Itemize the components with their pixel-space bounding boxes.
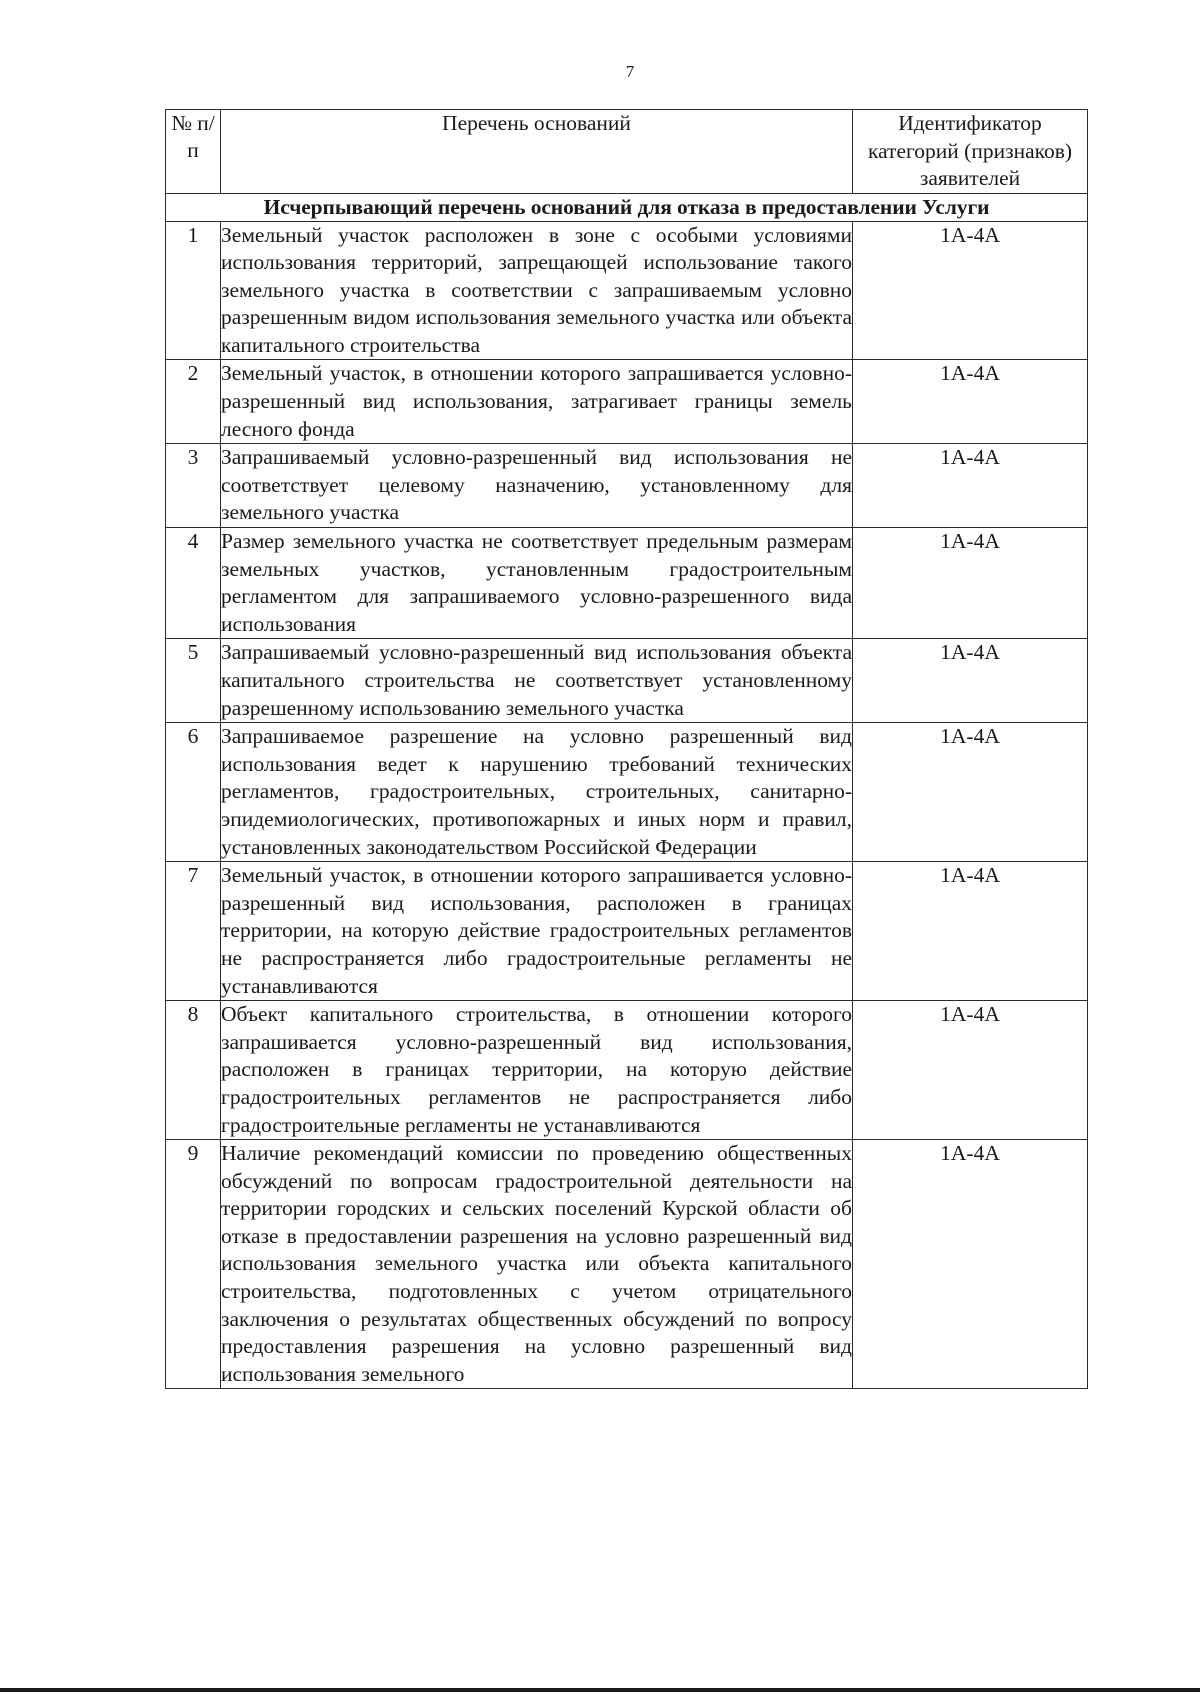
row-text: Земельный участок, в отношении которого запрашивается условно-разрешенный вид использования, затрагивает границы земель лесного фонда	[221, 360, 853, 444]
table-row	[166, 221, 1088, 360]
row-identifier: 1А-4А	[853, 723, 1088, 862]
row-num: 8	[166, 1001, 221, 1140]
row-text: Объект капитального строительства, в отношении которого запрашивается условно-разрешенный вид использования, расположен в границах территории, на которую действие градостроительных регламентов не распространяется либо градостроительные регламенты не устанавливаются	[221, 1001, 853, 1140]
table-row	[166, 639, 1088, 723]
row-text: Размер земельного участка не соответствует предельным размерам земельных участков, установленным градостроительным регламентом для запрашиваемого условно-разрешенного вида использования	[221, 528, 853, 639]
row-num: 5	[166, 639, 221, 723]
table-row	[166, 862, 1088, 1001]
scan-bottom-edge	[0, 1688, 1200, 1692]
row-text: Земельный участок расположен в зоне с особыми условиями использования территорий, запрещающей использование такого земельного участка в соответствии с запрашиваемым условно разрешенным видом использования земельного участка или объекта капитального строительства	[221, 221, 853, 360]
row-text: Запрашиваемое разрешение на условно разрешенный вид использования ведет к нарушению требований технических регламентов, градостроительных, строительных, санитарно-эпидемиологических, противопожарных и иных норм и правил, установленных законодательством Российской Федерации	[221, 723, 853, 862]
row-identifier: 1А-4А	[853, 360, 1088, 444]
row-identifier: 1А-4А	[853, 1001, 1088, 1140]
row-identifier: 1А-4А	[853, 444, 1088, 528]
row-num: 4	[166, 528, 221, 639]
header-num: № п/п	[166, 110, 221, 194]
table-row	[166, 360, 1088, 444]
row-identifier: 1А-4А	[853, 1140, 1088, 1389]
row-identifier: 1А-4А	[853, 221, 1088, 360]
row-identifier: 1А-4А	[853, 528, 1088, 639]
row-num: 7	[166, 862, 221, 1001]
page-number: 7	[625, 62, 635, 81]
row-text: Земельный участок, в отношении которого запрашивается условно-разрешенный вид использования, расположен в границах территории, на которую действие градостроительных регламентов не распространяется либо градостроительные регламенты не устанавливаются	[221, 862, 853, 1001]
row-num: 6	[166, 723, 221, 862]
row-text: Наличие рекомендаций комиссии по проведению общественных обсуждений по вопросам градостроительной деятельности на территории городских и сельских поселений Курской области об отказе в предоставлении разрешения на условно разрешенный вид использования земельного участка или объекта капитального строительства, подготовленных с учетом отрицательного заключения о результатах общественных обсуждений по вопросу предоставления разрешения на условно разрешенный вид использования земельного	[221, 1140, 853, 1389]
row-identifier: 1А-4А	[853, 639, 1088, 723]
row-num: 1	[166, 221, 221, 360]
header-list: Перечень оснований	[221, 110, 853, 194]
table-header-row	[166, 110, 1088, 194]
table-row	[166, 723, 1088, 862]
table-row	[166, 528, 1088, 639]
section-row	[166, 193, 1088, 221]
row-text: Запрашиваемый условно-разрешенный вид использования объекта капитального строительства не соответствует установленному разрешенному использованию земельного участка	[221, 639, 853, 723]
row-num: 3	[166, 444, 221, 528]
row-num: 2	[166, 360, 221, 444]
table-row	[166, 444, 1088, 528]
table-row	[166, 1001, 1088, 1140]
row-num: 9	[166, 1140, 221, 1389]
refusal-grounds-table	[165, 109, 1088, 1389]
table-row	[166, 1140, 1088, 1389]
row-identifier: 1А-4А	[853, 862, 1088, 1001]
row-text: Запрашиваемый условно-разрешенный вид использования не соответствует целевому назначению, установленному для земельного участка	[221, 444, 853, 528]
section-title: Исчерпывающий перечень оснований для отказа в предоставлении Услуги	[166, 193, 1088, 221]
header-identifier: Идентификатор категорий (признаков) заявителей	[853, 110, 1088, 194]
